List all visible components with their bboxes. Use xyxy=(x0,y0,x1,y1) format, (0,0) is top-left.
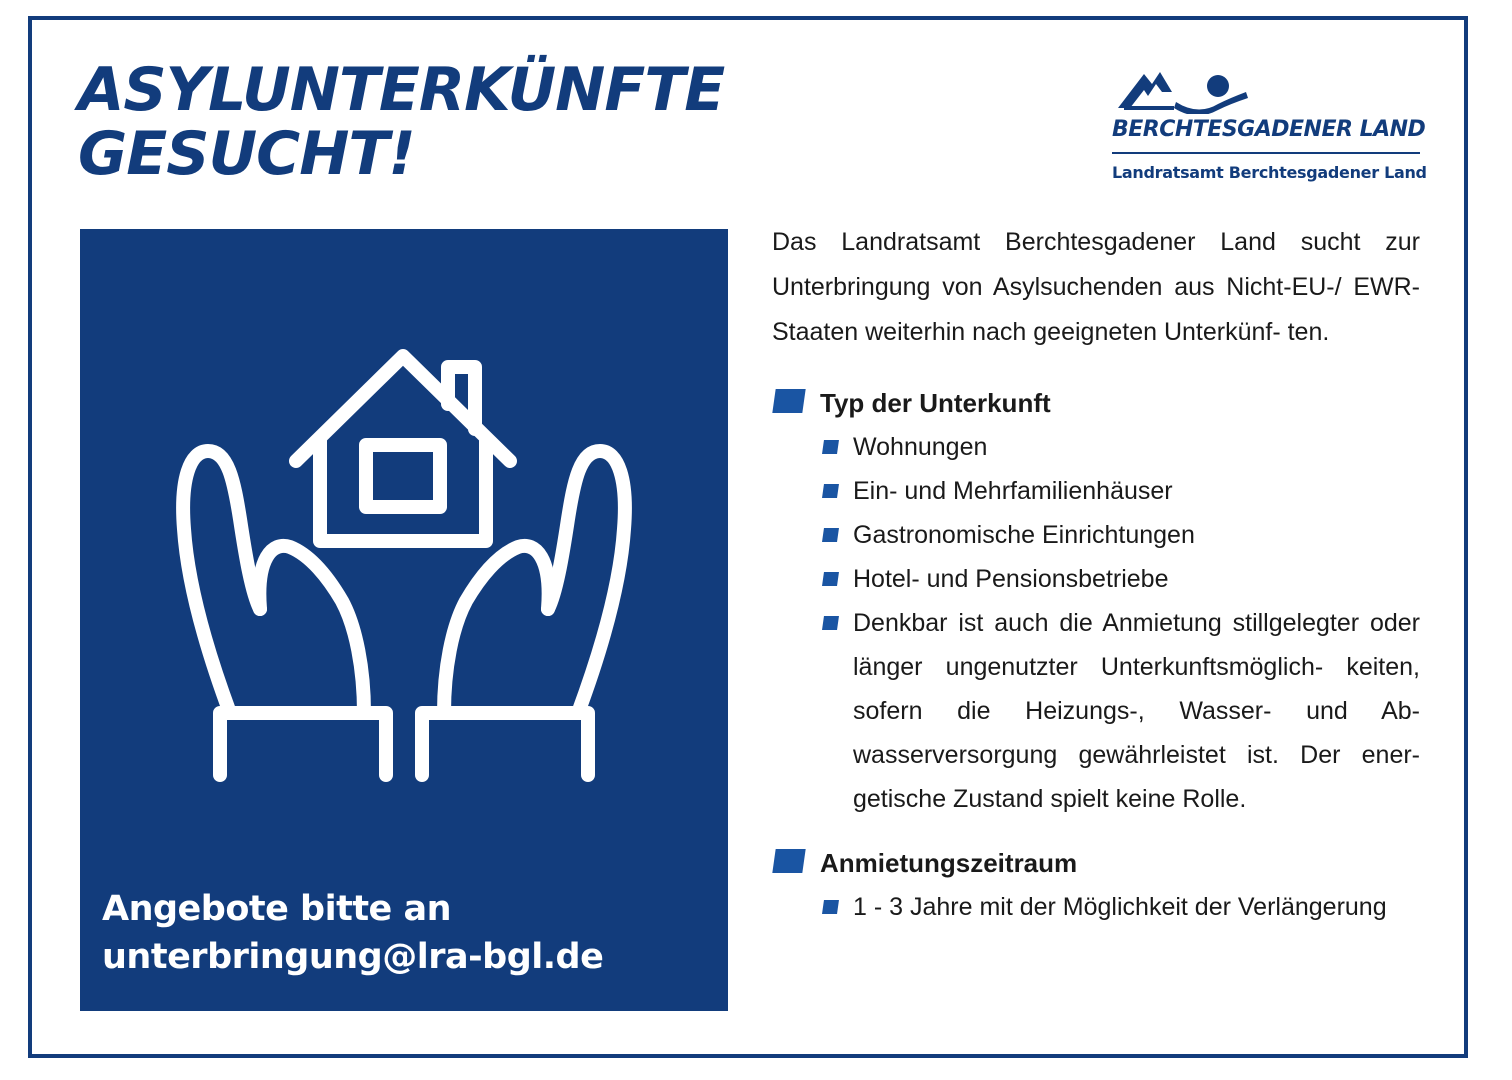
logo-name: BERCHTESGADENER LAND xyxy=(1112,117,1426,142)
list-item-text: Hotel- und Pensionsbetriebe xyxy=(853,565,1169,593)
list-item xyxy=(772,425,1420,469)
contact-info xyxy=(102,885,603,981)
list-item-text: Denkbar ist auch die Anmietung stillgelegter oder länger ungenutzter Unterkunftsmöglich- keiten, sofern die Heizungs-, Wasser- und Ab- wasserversorgung gewährleistet ist. Der ener- getische Zustand spielt keine Rolle. xyxy=(853,609,1420,813)
blue-panel xyxy=(80,229,728,1011)
berchtesgadener-land-logo xyxy=(1110,62,1427,192)
list-item xyxy=(772,601,1420,821)
list-item xyxy=(772,885,1420,929)
headline-line-2: GESUCHT! xyxy=(78,119,415,189)
logo-divider xyxy=(1112,152,1420,154)
square-bullet-icon xyxy=(822,616,839,630)
list-item-text: Gastronomische Einrichtungen xyxy=(853,521,1195,549)
section-heading-text: Typ der Unterkunft xyxy=(820,388,1051,418)
section-rental-period xyxy=(772,841,1420,929)
square-bullet-icon xyxy=(772,389,805,413)
headline-line-1: ASYLUNTERKÜNFTE xyxy=(78,55,725,125)
headline xyxy=(78,55,725,189)
section-accommodation-type xyxy=(772,381,1420,821)
mountains-and-person-logo-icon xyxy=(1114,62,1254,114)
list-item xyxy=(772,557,1420,601)
list-item xyxy=(772,469,1420,513)
section-heading xyxy=(772,841,1420,885)
contact-email: unterbringung@lra-bgl.de xyxy=(102,937,604,977)
square-bullet-icon xyxy=(822,440,839,454)
logo-subtitle: Landratsamt Berchtesgadener Land xyxy=(1112,163,1427,182)
intro-paragraph: Das Landratsamt Berchtesgadener Land sucht zur Unterbringung von Asylsuchenden aus Nicht-EU-/ EWR-Staaten weiterhin nach geeigneten Unterkünf- ten. xyxy=(772,228,1420,346)
list-item-text: Wohnungen xyxy=(853,433,988,461)
hands-holding-house-icon xyxy=(80,229,728,829)
list-item xyxy=(772,513,1420,557)
square-bullet-icon xyxy=(772,849,805,873)
list-item-text: Ein- und Mehrfamilienhäuser xyxy=(853,477,1173,505)
square-bullet-icon xyxy=(822,484,839,498)
square-bullet-icon xyxy=(822,572,839,586)
square-bullet-icon xyxy=(822,528,839,542)
contact-label: Angebote bitte an xyxy=(102,889,452,929)
main-content xyxy=(772,220,1420,929)
section-heading xyxy=(772,381,1420,425)
list-item-text: 1 - 3 Jahre mit der Möglichkeit der Verlängerung xyxy=(853,893,1387,921)
section-heading-text: Anmietungszeitraum xyxy=(820,848,1078,878)
square-bullet-icon xyxy=(822,900,839,914)
